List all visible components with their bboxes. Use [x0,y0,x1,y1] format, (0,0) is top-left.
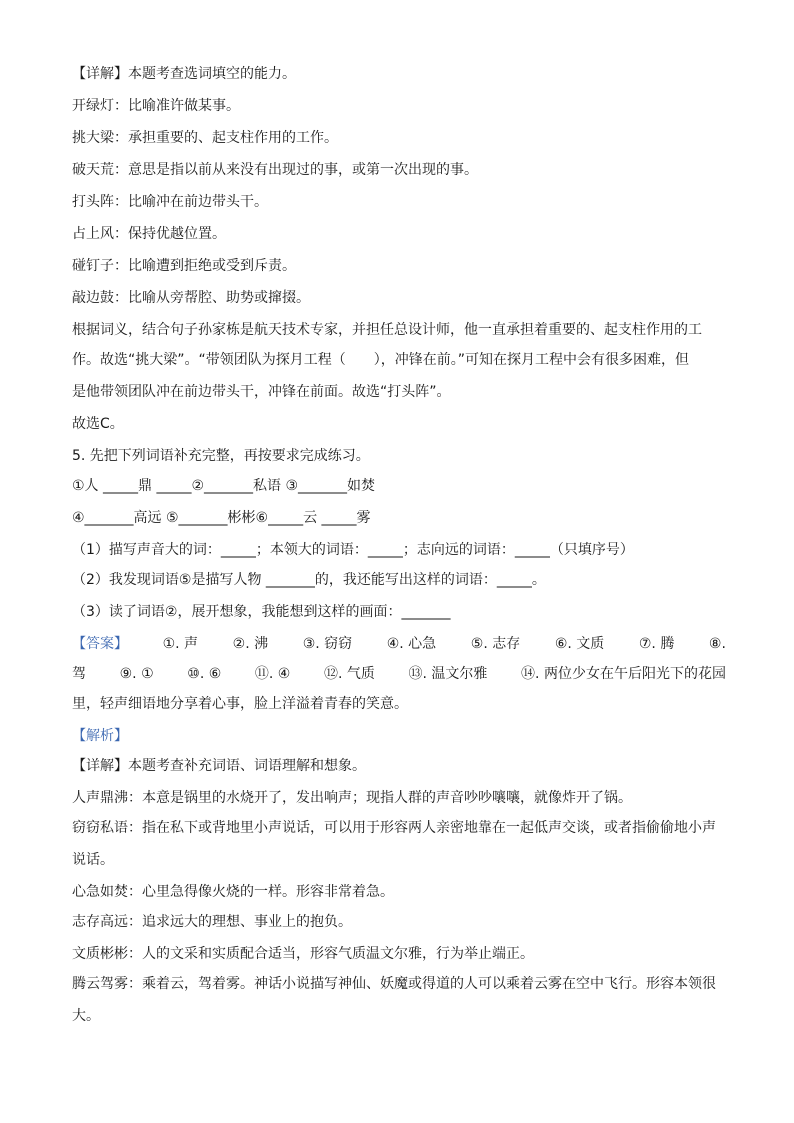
question-5-part-2: （2）我发现词语⑤是描写人物 _______的，我还能写出这样的词语：_____。 [72,572,546,588]
choice-conclusion: 故选C。 [72,416,124,432]
definition-zhicungaoyuan: 志存高远：追求远大的理想、事业上的抱负。 [72,914,352,930]
definition-qieqiesiyu-2: 说话。 [72,852,114,868]
question-5-words-row-2: ④_______高远 ⑤_______彬彬⑥_____云 _____雾 [72,510,371,526]
answer-item: ⑫. 气质 [323,666,375,682]
definition-datouzhen: 打头阵：比喻冲在前边带头干。 [72,194,268,210]
definition-qiaobiangu: 敲边鼓：比喻从旁帮腔、助势或撺掇。 [72,290,310,306]
definition-potianhuang: 破天荒：意思是指以前从来没有出现过的事，或第一次出现的事。 [72,162,478,178]
answer-item: ⑭. 两位少女在午后阳光下的花园 [521,666,726,682]
answer-item: ⑥. 文质 [554,636,605,652]
definition-wenzhibinbin: 文质彬彬：人的文采和实质配合适当，形容气质温文尔雅，行为举止端正。 [72,946,534,962]
answer-item: ⑤. 志存 [470,636,521,652]
question-5-part-3: （3）读了词语②，展开想象，我能想到这样的画面：_______ [72,604,451,620]
question-5-words-row-1: ①人 _____鼎 _____②_______私语 ③_______如焚 [72,478,376,494]
answer-item: ①. 声 [162,636,199,652]
answer-item: 驾 [72,666,86,682]
definition-tiaodaliang: 挑大梁：承担重要的、起支柱作用的工作。 [72,130,338,146]
answer-item: ⑪. ④ [254,666,291,682]
answer-item: ⑩. ⑥ [187,666,222,682]
answer-row-2 [72,664,726,684]
definition-kailudeng: 开绿灯：比喻准许做某事。 [72,98,240,114]
answer-item: ⑦. 腾 [638,636,675,652]
analysis-line-1: 根据词义，结合句子孙家栋是航天技术专家，并担任总设计师，他一直承担着重要的、起支柱作用的工 [72,322,702,338]
analysis-label: 【解析】 [72,728,128,744]
definition-qieqiesiyu-1: 窃窃私语：指在私下或背地里小声说话，可以用于形容两人亲密地靠在一起低声交谈，或者指偷偷地小声 [72,820,716,836]
answer-row-3: 里，轻声细语地分享着心事，脸上洋溢着青春的笑意。 [72,696,408,712]
question-5-title: 5. 先把下列词语补充完整，再按要求完成练习。 [72,448,370,464]
detail-intro: 【详解】本题考查补充词语、词语理解和想象。 [72,758,366,774]
answer-item: ⑧. [708,636,726,652]
definition-renshengdingfei: 人声鼎沸：本意是锅里的水烧开了，发出响声；现指人群的声音吵吵嚷嚷，就像炸开了锅。 [72,790,632,806]
definition-tengyunjiawu-1: 腾云驾雾：乘着云，驾着雾。神话小说描写神仙、妖魔或得道的人可以乘着云雾在空中飞行。形容本领很 [72,976,716,992]
answer-item: ③. 窃窃 [302,636,353,652]
definition-zhanshangfeng: 占上风：保持优越位置。 [72,226,226,242]
analysis-line-2: 作。故选“挑大梁”。“带领团队为探月工程（ ），冲锋在前。”可知在探月工程中会有很多困难，但 [72,352,690,368]
question-5-part-1: （1）描写声音大的词：_____；本领大的词语：_____；志向远的词语：_____（只填序号） [72,542,634,558]
definition-pengdingzi: 碰钉子：比喻遭到拒绝或受到斥责。 [72,258,296,274]
answer-row-1 [72,634,726,654]
answer-label: 【答案】 [72,636,128,652]
analysis-line-3: 是他带领团队冲在前边带头干，冲锋在前面。故选“打头阵”。 [72,384,451,400]
answer-item: ④. 心急 [386,636,437,652]
definition-xinjirufen: 心急如焚：心里急得像火烧的一样。形容非常着急。 [72,884,394,900]
answer-item: ②. 沸 [232,636,269,652]
definition-tengyunjiawu-2: 大。 [72,1008,100,1024]
answer-item: ⑨. ① [119,666,154,682]
explanation-intro: 【详解】本题考查选词填空的能力。 [72,66,296,82]
answer-item: ⑬. 温文尔雅 [408,666,488,682]
